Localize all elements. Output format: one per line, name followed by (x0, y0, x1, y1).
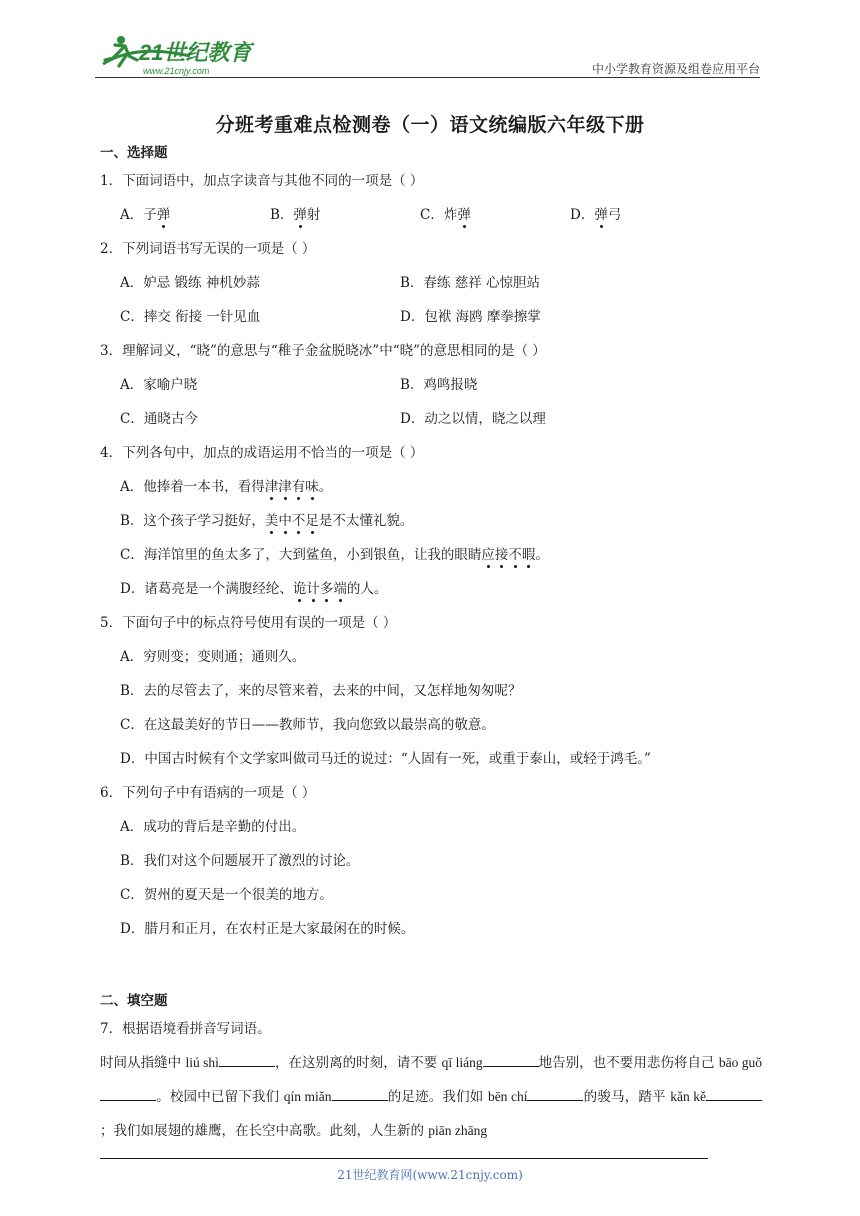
option-b: B．去的尽管去了，来的尽管来着，去来的中间，又怎样地匆匆呢？ (120, 683, 522, 699)
option-c: C．摔交 衔接 一针见血 (120, 309, 261, 325)
question-3-options-cd (100, 402, 762, 436)
option-a: A．家喻户晓 (120, 377, 198, 393)
logo-url: www.21cnjy.com (143, 66, 210, 76)
question-2-options-cd (100, 300, 762, 334)
answer-blank[interactable] (527, 1086, 583, 1101)
option-d: D．中国古时候有个文学家叫做司马迁的说过：“人固有一死，或重于泰山，或轻于鸿毛。” (120, 751, 651, 767)
header-divider (95, 77, 760, 78)
option-c: C．在这最美好的节日——教师节，我向您致以最崇高的敬意。 (120, 717, 495, 733)
platform-name: 中小学教育资源及组卷应用平台 (591, 62, 760, 76)
question-1-options (100, 198, 762, 232)
pinyin: bāo guǒ (718, 1055, 762, 1070)
dotted-idiom: 美中不足 (264, 513, 319, 529)
option-d: D．包袱 海鸥 摩拳擦掌 (400, 309, 541, 325)
answer-blank[interactable] (219, 1052, 275, 1067)
option-d: D．弹弓 (570, 207, 622, 223)
option-d: D．诸葛亮是一个满腹经纶、诡计多端的人。 (120, 581, 388, 597)
question-7-passage: 时间从指缝中 liú shì ，在这别离的时刻，请不要 qī liáng 地告别，也不要用悲伤将自己 bāo guǒ。校园中已留下我们 qín miǎn 的足迹。我们如 bēn chí 的骏马，踏平 kǎn kě；我们如展翅的雄鹰，在长空中高歌。此刻，人生新的 piān zhāng (100, 1046, 762, 1148)
question-3-stem: 3．理解词义，“晓”的意思与“稚子金盆脱晓冰”中“晓”的意思相同的是（ ） (100, 343, 546, 359)
option-c: C．海洋馆里的鱼太多了，大到鲨鱼，小到银鱼，让我的眼睛应接不暇。 (120, 547, 549, 563)
option-a: A．子弹 (120, 207, 171, 223)
logo-21cnjy-icon (95, 30, 265, 78)
footer-source[interactable]: 21世纪教育网(www.21cnjy.com) (337, 1168, 523, 1182)
question-3-options-ab (100, 368, 762, 402)
option-a: A．妒忌 锻练 神机妙蒜 (120, 275, 260, 291)
option-b: B．春练 慈祥 心惊胆站 (400, 275, 541, 291)
option-a: A．成功的背后是辛勤的付出。 (120, 819, 306, 835)
question-2-options-ab (100, 266, 762, 300)
option-d: D．腊月和正月，在农村正是大家最闲在的时候。 (120, 921, 415, 937)
exam-content (100, 142, 762, 1148)
pinyin: qī liáng (441, 1055, 483, 1070)
option-c: C．贺州的夏天是一个很美的地方。 (120, 887, 333, 903)
answer-blank[interactable] (332, 1086, 388, 1101)
logo-text: 21世纪教育 (139, 40, 252, 65)
section-spacer (100, 946, 762, 990)
page-header (95, 30, 760, 78)
question-5-stem: 5．下面句子中的标点符号使用有误的一项是（ ） (100, 615, 397, 631)
question-4-stem: 4．下列各句中，加点的成语运用不恰当的一项是（ ） (100, 445, 424, 461)
pinyin: bēn chí (487, 1089, 528, 1104)
option-c: C．通晓古今 (120, 411, 198, 427)
pinyin: kǎn kě (670, 1089, 706, 1104)
footer-divider (100, 1158, 708, 1159)
answer-blank[interactable] (706, 1086, 762, 1101)
option-a: A．他捧着一本书，看得津津有味。 (120, 479, 333, 495)
option-b: B．我们对这个问题展开了激烈的讨论。 (120, 853, 360, 869)
option-b: B．弹射 (270, 207, 321, 223)
option-c: C．炸弹 (420, 207, 471, 223)
answer-blank[interactable] (100, 1086, 156, 1101)
dotted-idiom: 应接不暇 (481, 547, 536, 563)
pinyin: qín miǎn (283, 1089, 332, 1104)
pinyin: liú shì (185, 1055, 219, 1070)
pinyin: piān zhāng (428, 1123, 488, 1138)
option-b: B．鸡鸣报晓 (400, 377, 478, 393)
section-heading-choice: 一、选择题 (100, 145, 168, 161)
section-heading-fill: 二、填空题 (100, 993, 168, 1009)
question-6-stem: 6．下列句子中有语病的一项是（ ） (100, 785, 316, 801)
question-1-stem: 1．下面词语中，加点字读音与其他不同的一项是（ ） (100, 173, 424, 189)
question-2-stem: 2．下列词语书写无误的一项是（ ） (100, 241, 316, 257)
option-b: B．这个孩子学习挺好，美中不足是不太懂礼貌。 (120, 513, 414, 529)
option-a: A．穷则变；变则通；通则久。 (120, 649, 306, 665)
option-d: D．动之以情，晓之以理 (400, 411, 546, 427)
question-7-stem: 7．根据语境看拼音写词语。 (100, 1021, 271, 1037)
dotted-idiom: 诡计多端 (292, 581, 347, 597)
page-title: 分班考重难点检测卷（一）语文统编版六年级下册 (215, 114, 645, 136)
dotted-idiom: 津津有味 (264, 479, 319, 495)
answer-blank[interactable] (483, 1052, 539, 1067)
